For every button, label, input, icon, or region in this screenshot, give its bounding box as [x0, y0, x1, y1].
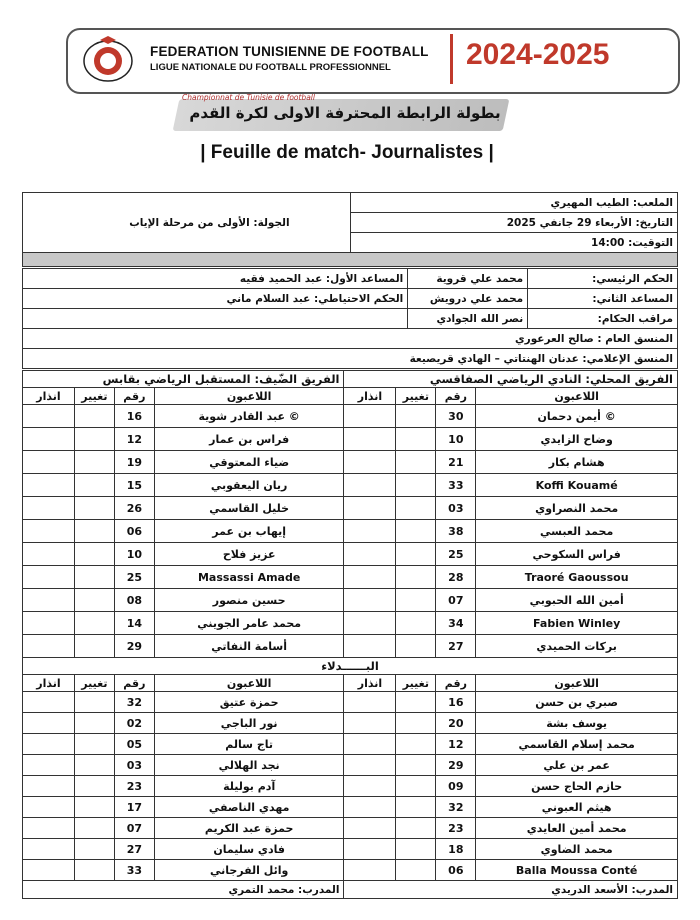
sub-away-warning	[23, 755, 75, 776]
sub-home-player: هيثم العبوني	[476, 797, 678, 818]
starter-away-warning	[23, 497, 75, 520]
starter-home-number: 21	[436, 451, 476, 474]
sub-home-player: حازم الحاج حسن	[476, 776, 678, 797]
starter-away-number: 06	[114, 520, 154, 543]
starter-away-number: 14	[114, 612, 154, 635]
starter-away-player: ضياء المعتوقي	[154, 451, 344, 474]
season: 2024-2025	[466, 38, 610, 71]
sub-home-number: 32	[436, 797, 476, 818]
sub-home-player: صبري بن حسن	[476, 692, 678, 713]
sub-home-number: 09	[436, 776, 476, 797]
starter-home-change	[396, 589, 436, 612]
sub-home-change	[396, 797, 436, 818]
sub-away-warning	[23, 839, 75, 860]
starter-away-change	[74, 428, 114, 451]
home-players-header: اللاعبون	[476, 388, 678, 405]
starter-home-player: وضاح الزايدي	[476, 428, 678, 451]
starter-home-number: 25	[436, 543, 476, 566]
starter-away-warning	[23, 612, 75, 635]
sub-home-change	[396, 860, 436, 881]
ftf-logo-icon	[80, 34, 136, 84]
starter-away-player: فراس بن عمار	[154, 428, 344, 451]
officials-table	[22, 268, 678, 369]
sub-away-player: وائل الفرجاني	[154, 860, 344, 881]
sub-home-warning	[344, 734, 396, 755]
sub-home-change	[396, 734, 436, 755]
sub-row	[23, 713, 678, 734]
starter-away-warning	[23, 543, 75, 566]
sub-away-change	[74, 776, 114, 797]
starter-home-warning	[344, 612, 396, 635]
starter-home-player: بركات الحميدي	[476, 635, 678, 658]
sub-away-number: 27	[114, 839, 154, 860]
starter-home-warning	[344, 520, 396, 543]
sub-away-warning	[23, 692, 75, 713]
substitutes-label: البــــــدلاء	[23, 658, 678, 675]
starter-away-player: أسامة النفاتي	[154, 635, 344, 658]
sub-row	[23, 797, 678, 818]
sub-away-warning	[23, 713, 75, 734]
starter-home-warning	[344, 635, 396, 658]
sub-row	[23, 860, 678, 881]
sub-home-change	[396, 692, 436, 713]
starter-home-number: 38	[436, 520, 476, 543]
teams-table	[22, 370, 678, 899]
sub-away-player: نور الباجي	[154, 713, 344, 734]
sub-away-change	[74, 755, 114, 776]
away-subs-change-header: تغيير	[74, 675, 114, 692]
starter-away-change	[74, 451, 114, 474]
starter-home-player: Koffi Kouamé	[476, 474, 678, 497]
sub-row	[23, 692, 678, 713]
sub-away-number: 07	[114, 818, 154, 839]
starter-row	[23, 474, 678, 497]
starter-row	[23, 405, 678, 428]
starter-home-change	[396, 635, 436, 658]
starter-home-player: أيمن دحمان ©	[476, 405, 678, 428]
starter-home-number: 30	[436, 405, 476, 428]
main-referee-name: محمد علي قروية	[408, 269, 528, 289]
starter-away-player: عزيز فلاح	[154, 543, 344, 566]
starter-away-change	[74, 543, 114, 566]
starter-away-number: 16	[114, 405, 154, 428]
sub-away-warning	[23, 734, 75, 755]
starter-row	[23, 566, 678, 589]
sub-home-warning	[344, 797, 396, 818]
sub-away-player: تاج سالم	[154, 734, 344, 755]
starter-home-number: 03	[436, 497, 476, 520]
sub-away-change	[74, 860, 114, 881]
observer-empty	[23, 309, 408, 329]
starter-row	[23, 451, 678, 474]
starter-home-warning	[344, 543, 396, 566]
starter-away-number: 25	[114, 566, 154, 589]
starter-away-warning	[23, 428, 75, 451]
starter-away-warning	[23, 474, 75, 497]
starter-home-warning	[344, 589, 396, 612]
sub-home-warning	[344, 776, 396, 797]
sub-away-warning	[23, 797, 75, 818]
header-divider	[450, 34, 453, 84]
starter-home-change	[396, 543, 436, 566]
home-team: الفريق المحلي: النادي الرياضي الصفاقسي	[344, 371, 678, 388]
sub-row	[23, 776, 678, 797]
starter-away-warning	[23, 589, 75, 612]
starter-home-change	[396, 428, 436, 451]
sub-away-warning	[23, 818, 75, 839]
sub-away-player: مهدي الناصفي	[154, 797, 344, 818]
away-change-header: تغيير	[74, 388, 114, 405]
sub-away-player: آدم بوليلة	[154, 776, 344, 797]
media-coordinator: المنسق الإعلامي: عدنان الهنتاتي – الهادي قريصيعة	[23, 349, 678, 369]
sub-home-change	[396, 839, 436, 860]
starter-home-player: Fabien Winley	[476, 612, 678, 635]
sheet-title: | Feuille de match- Journalistes |	[200, 142, 494, 163]
sub-row	[23, 734, 678, 755]
sub-home-warning	[344, 713, 396, 734]
starter-row	[23, 428, 678, 451]
sub-home-change	[396, 776, 436, 797]
sub-away-player: نجد الهلالي	[154, 755, 344, 776]
sub-home-player: عمر بن علي	[476, 755, 678, 776]
starter-home-player: محمد النصراوي	[476, 497, 678, 520]
home-coach: المدرب: الأسعد الدريدي	[344, 881, 678, 899]
starter-away-change	[74, 405, 114, 428]
starter-away-number: 10	[114, 543, 154, 566]
sub-away-number: 03	[114, 755, 154, 776]
away-subs-warning-header: انذار	[23, 675, 75, 692]
starter-home-number: 10	[436, 428, 476, 451]
away-coach: المدرب: محمد التمري	[23, 881, 344, 899]
home-change-header: تغيير	[396, 388, 436, 405]
stadium: الملعب: الطيب المهيري	[350, 193, 677, 213]
sub-away-warning	[23, 776, 75, 797]
sub-away-player: حمزة عتيق	[154, 692, 344, 713]
sub-home-number: 20	[436, 713, 476, 734]
starter-home-change	[396, 520, 436, 543]
starter-home-warning	[344, 566, 396, 589]
starter-away-number: 19	[114, 451, 154, 474]
starter-home-warning	[344, 451, 396, 474]
starter-home-change	[396, 497, 436, 520]
observer-label: مراقب الحكام:	[528, 309, 678, 329]
home-subs-number-header: رقم	[436, 675, 476, 692]
starter-home-warning	[344, 474, 396, 497]
starter-away-number: 15	[114, 474, 154, 497]
starter-row	[23, 635, 678, 658]
starter-away-player: عبد القادر شوية ©	[154, 405, 344, 428]
starter-home-player: هشام بكار	[476, 451, 678, 474]
assistant2-name: محمد علي درويش	[408, 289, 528, 309]
sub-away-number: 33	[114, 860, 154, 881]
starter-row	[23, 612, 678, 635]
sub-home-player: يوسف بشة	[476, 713, 678, 734]
starter-home-player: Traoré Gaoussou	[476, 566, 678, 589]
starter-away-number: 12	[114, 428, 154, 451]
sub-home-number: 18	[436, 839, 476, 860]
sub-home-player: محمد أمين العايدي	[476, 818, 678, 839]
match-date: التاريخ: الأربعاء 29 جانفي 2025	[350, 213, 677, 233]
starter-away-warning	[23, 635, 75, 658]
starter-home-change	[396, 566, 436, 589]
home-subs-warning-header: انذار	[344, 675, 396, 692]
starter-away-change	[74, 520, 114, 543]
starter-away-warning	[23, 520, 75, 543]
sub-home-warning	[344, 692, 396, 713]
sub-away-change	[74, 734, 114, 755]
home-subs-players-header: اللاعبون	[476, 675, 678, 692]
starter-home-change	[396, 612, 436, 635]
sub-away-change	[74, 692, 114, 713]
sub-away-player: حمزة عبد الكريم	[154, 818, 344, 839]
sub-home-change	[396, 713, 436, 734]
sub-away-number: 23	[114, 776, 154, 797]
sub-home-player: محمد الضاوي	[476, 839, 678, 860]
round: الجولة: الأولى من مرحلة الإياب	[23, 193, 351, 253]
sub-home-warning	[344, 818, 396, 839]
starter-away-player: خليل القاسمي	[154, 497, 344, 520]
starter-away-player: ريان اليعقوبي	[154, 474, 344, 497]
sub-home-number: 16	[436, 692, 476, 713]
sub-home-change	[396, 818, 436, 839]
starter-away-number: 26	[114, 497, 154, 520]
starter-away-player: حسين منصور	[154, 589, 344, 612]
sub-row	[23, 839, 678, 860]
sub-home-player: Balla Moussa Conté	[476, 860, 678, 881]
sub-home-number: 06	[436, 860, 476, 881]
starter-away-change	[74, 612, 114, 635]
sub-away-number: 17	[114, 797, 154, 818]
sub-away-change	[74, 797, 114, 818]
starter-home-change	[396, 405, 436, 428]
starter-home-number: 07	[436, 589, 476, 612]
sub-away-number: 32	[114, 692, 154, 713]
starter-home-number: 33	[436, 474, 476, 497]
sub-home-number: 12	[436, 734, 476, 755]
starter-row	[23, 589, 678, 612]
observer-name: نصر الله الجوادي	[408, 309, 528, 329]
sub-home-warning	[344, 755, 396, 776]
sub-away-change	[74, 713, 114, 734]
away-subs-number-header: رقم	[114, 675, 154, 692]
starter-home-number: 28	[436, 566, 476, 589]
match-time: التوقيت: 14:00	[350, 233, 677, 253]
sub-away-change	[74, 839, 114, 860]
sub-away-number: 02	[114, 713, 154, 734]
sub-home-number: 29	[436, 755, 476, 776]
starter-away-player: محمد عامر الجويني	[154, 612, 344, 635]
sub-row	[23, 755, 678, 776]
sub-home-player: محمد إسلام القاسمي	[476, 734, 678, 755]
starter-home-change	[396, 451, 436, 474]
sub-home-warning	[344, 839, 396, 860]
away-warning-header: انذار	[23, 388, 75, 405]
starter-home-player: محمد العبسي	[476, 520, 678, 543]
starter-away-warning	[23, 405, 75, 428]
home-subs-change-header: تغيير	[396, 675, 436, 692]
away-number-header: رقم	[114, 388, 154, 405]
sub-away-player: فادي سليمان	[154, 839, 344, 860]
championship-tag: Championnat de Tunisie de football	[182, 93, 315, 102]
sub-away-number: 05	[114, 734, 154, 755]
league-name: LIGUE NATIONALE DU FOOTBALL PROFESSIONNEL	[150, 62, 391, 73]
sub-row	[23, 818, 678, 839]
starter-away-player: إيهاب بن عمر	[154, 520, 344, 543]
starter-row	[23, 497, 678, 520]
starter-home-number: 27	[436, 635, 476, 658]
match-info-table	[22, 192, 678, 267]
main-referee-label: الحكم الرئيسي:	[528, 269, 678, 289]
starter-away-number: 29	[114, 635, 154, 658]
starter-away-change	[74, 566, 114, 589]
starter-home-warning	[344, 405, 396, 428]
starter-away-change	[74, 589, 114, 612]
sub-away-change	[74, 818, 114, 839]
assistant1: المساعد الأول: عبد الحميد فقيه	[23, 269, 408, 289]
starter-away-warning	[23, 451, 75, 474]
starter-away-change	[74, 474, 114, 497]
assistant2-label: المساعد الثاني:	[528, 289, 678, 309]
starter-away-warning	[23, 566, 75, 589]
starter-home-warning	[344, 497, 396, 520]
reserve-referee: الحكم الاحتياطي: عبد السلام ماني	[23, 289, 408, 309]
starter-away-number: 08	[114, 589, 154, 612]
sub-home-number: 23	[436, 818, 476, 839]
starter-away-change	[74, 635, 114, 658]
starter-away-player: Massassi Amade	[154, 566, 344, 589]
starter-away-change	[74, 497, 114, 520]
starter-row	[23, 543, 678, 566]
starter-home-change	[396, 474, 436, 497]
championship-title: بطولة الرابطة المحترفة الاولى لكرة القدم	[189, 104, 501, 122]
away-team: الفريق الضّيف: المستقبل الرياضي بقابس	[23, 371, 344, 388]
away-subs-players-header: اللاعبون	[154, 675, 344, 692]
home-number-header: رقم	[436, 388, 476, 405]
separator-bar	[23, 253, 678, 267]
sub-home-change	[396, 755, 436, 776]
starter-home-number: 34	[436, 612, 476, 635]
starter-home-player: أمين الله الحبوبي	[476, 589, 678, 612]
sub-home-warning	[344, 860, 396, 881]
starter-home-player: فراس السكوحي	[476, 543, 678, 566]
starter-home-warning	[344, 428, 396, 451]
home-warning-header: انذار	[344, 388, 396, 405]
starter-row	[23, 520, 678, 543]
federation-name: FEDERATION TUNISIENNE DE FOOTBALL	[150, 44, 429, 59]
away-players-header: اللاعبون	[154, 388, 344, 405]
general-coordinator: المنسق العام : صالح العرعوري	[23, 329, 678, 349]
sub-away-warning	[23, 860, 75, 881]
